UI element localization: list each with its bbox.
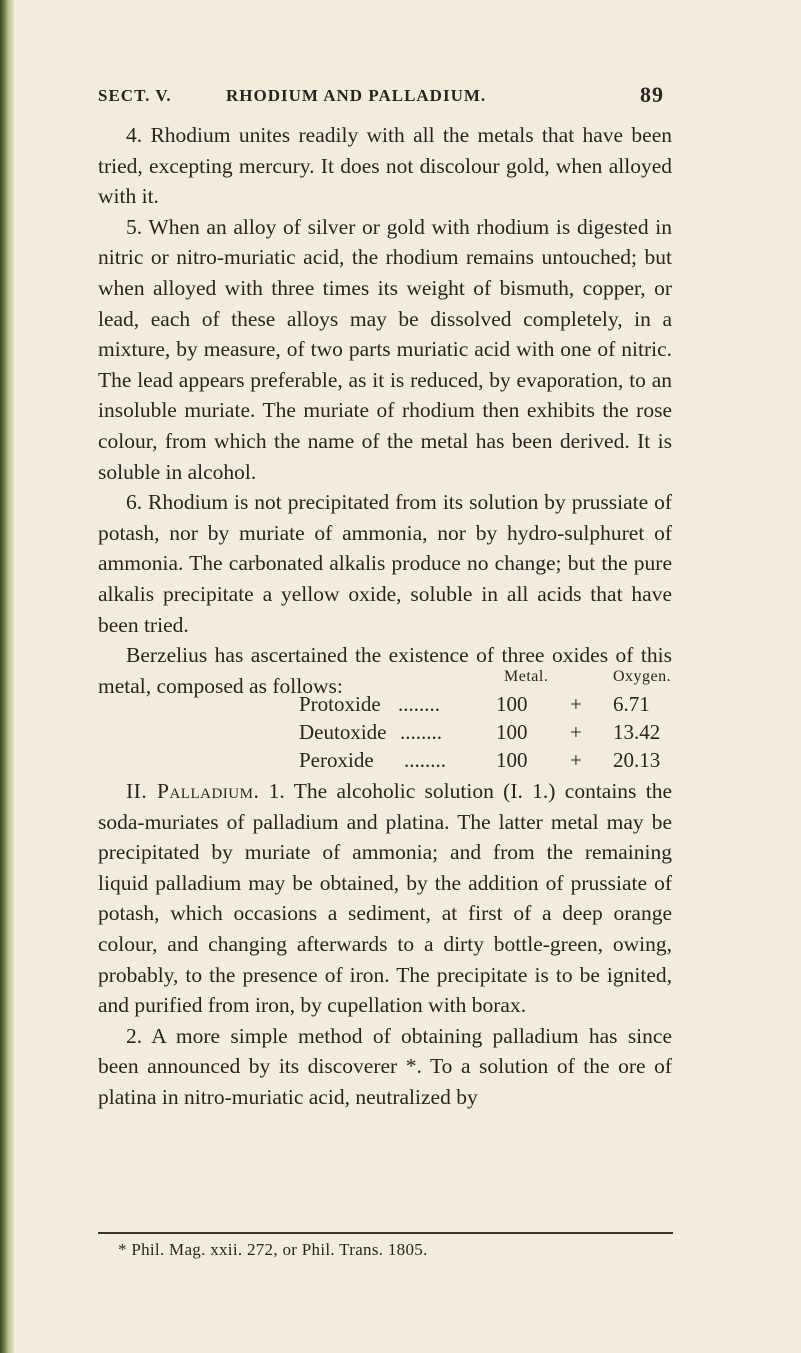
plus-sign: + [570,748,582,772]
body-text-top [98,120,672,701]
body-text-palladium [98,776,672,1113]
paragraph-6: 6. Rhodium is not precipitated from its solution by prussiate of potash, nor by muriate of ammonia, nor by hydro-sulphuret of ammonia. The carbonated alkalis produce no change; but the pure alkalis precipitate a yellow oxide, soluble in all acids that have been tried. [98,490,672,637]
footnote-divider [98,1232,673,1234]
metal-value: 100 [496,748,528,772]
oxygen-value: 20.13 [613,748,661,772]
running-header [98,82,664,110]
oxygen-value: 13.42 [613,720,661,744]
oxide-name: Deutoxide [299,720,387,744]
paragraph-5: 5. When an alloy of silver or gold with rhodium is digested in nitric or nitro-muriatic acid, the rhodium remains untouched; but when alloyed with three times its weight of bismuth, copper, or lead, each of these alloys may be dissolved completely, in a mixture, by measure, of two parts muriatic acid with one of nitric. The lead appears preferable, as it is reduced, by evaporation, to an insoluble muriate. The muriate of rhodium then exhibits the rose colour, from which the name of the metal has been derived. It is soluble in alcohol. [98,214,672,484]
palladium-paragraph-1 [98,776,672,1021]
leader-dots: ........ [404,748,446,772]
oxygen-value: 6.71 [613,692,650,716]
header-section: SECT. V. [98,86,172,105]
oxide-name: Protoxide [299,692,381,716]
table-row [98,748,672,776]
col-oxygen-header: Oxygen. [613,668,672,685]
col-metal-header: Metal. [504,668,549,685]
paragraph-berzelius: Berzelius has ascertained the existence of three oxides of this metal, composed as follows: [98,643,672,698]
paragraph-4: 4. Rhodium unites readily with all the metals that have been tried, excepting mercury. It does not discolour gold, when alloyed with it. [98,123,672,209]
plus-sign: + [570,692,582,716]
leader-dots: ........ [400,720,442,744]
palladium-section-label: II. Palladium. [126,779,260,803]
oxide-name: Peroxide [299,748,374,772]
palladium-paragraph-2: 2. A more simple method of obtaining palladium has since been announced by its discoverer *. To a solution of the ore of platina in nitro-muriatic acid, neutralized by [98,1023,672,1109]
table-row [98,692,672,720]
leader-dots: ........ [398,692,440,716]
page-number: 89 [640,82,664,107]
metal-value: 100 [496,720,528,744]
metal-value: 100 [496,692,528,716]
header-title: RHODIUM AND PALLADIUM. [226,86,487,105]
table-row [98,720,672,748]
binding-edge [0,0,14,1353]
palladium-paragraph-1-text: 1. The alcoholic solution (I. 1.) contains the soda-muriates of palladium and platina. The latter metal may be precipitated by muriate of ammonia; and from the remaining liquid palladium may be obtained, by the addition of prussiate of potash, which occasions a sediment, at first of a deep orange colour, and changing afterwards to a dirty bottle-green, owing, probably, to the presence of iron. The precipitate is to be ignited, and purified from iron, by cupellation with borax. [98,779,672,1018]
plus-sign: + [570,720,582,744]
footnote: * Phil. Mag. xxii. 272, or Phil. Trans. 1805. [118,1240,428,1259]
